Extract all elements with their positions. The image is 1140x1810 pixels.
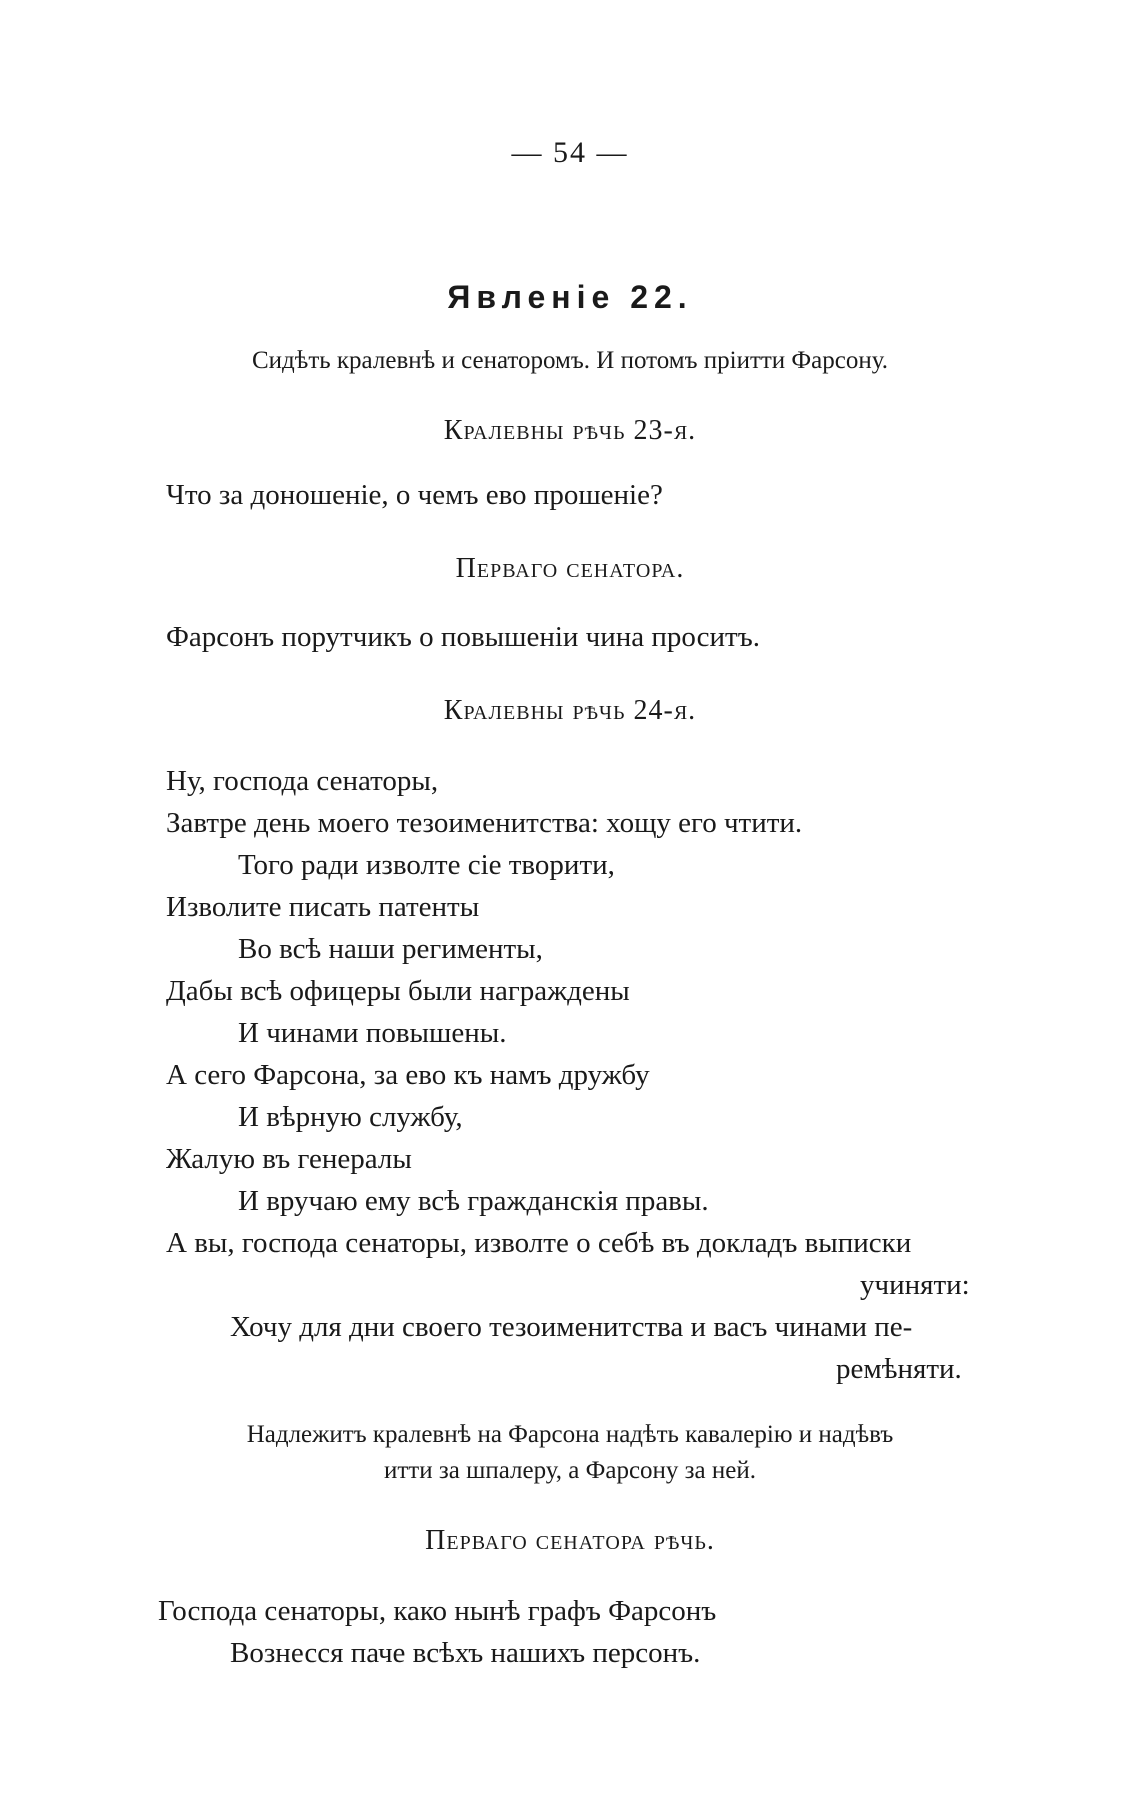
speaker-heading: Перваго сенатора рѣчь.	[425, 1525, 715, 1556]
verse-line: И вручаю ему всѣ гражданскія правы.	[238, 1185, 709, 1217]
stage-direction: Надлежитъ кралевнѣ на Фарсона надѣть кавалерію и надѣвъ	[246, 1421, 894, 1448]
verse-line: И чинами повышены.	[238, 1017, 507, 1049]
verse-line: Вознесся паче всѣхъ нашихъ персонъ.	[230, 1637, 701, 1669]
verse-line: Жалую въ генералы	[166, 1143, 412, 1175]
verse-line: И вѣрную службу,	[238, 1101, 463, 1133]
verse-line: Во всѣ наши регименты,	[238, 933, 543, 965]
speaker-heading: Кралевны рѣчь 23-я.	[443, 415, 697, 446]
verse-line: Дабы всѣ офицеры были награждены	[166, 975, 630, 1007]
verse-line: Хочу для дни своего тезоименитства и васъ чинами пе-	[230, 1311, 913, 1343]
scene-title: Явленіе 22.	[447, 279, 693, 315]
verse-line: Господа сенаторы, како нынѣ графъ Фарсонъ	[158, 1595, 717, 1627]
verse-line: учиняти:	[860, 1269, 970, 1301]
speaker-heading: Кралевны рѣчь 24-я.	[443, 695, 697, 726]
verse-line: А сего Фарсона, за ево къ намъ дружбу	[166, 1059, 650, 1091]
verse-line: Того ради изволте сіе творити,	[238, 849, 615, 881]
verse-line: А вы, господа сенаторы, изволте о себѣ въ докладъ выписки	[166, 1227, 912, 1259]
verse-line: Завтре день моего тезоименитства: хощу его чтити.	[166, 807, 803, 839]
page-number: — 54 —	[511, 136, 629, 169]
verse-line: ремѣняти.	[836, 1353, 962, 1385]
stage-direction: Сидѣть кралевнѣ и сенаторомъ. И потомъ пріитти Фарсону.	[251, 347, 888, 374]
stage-direction: итти за шпалеру, а Фарсону за ней.	[383, 1457, 756, 1484]
speaker-heading: Перваго сенатора.	[455, 553, 685, 584]
speech-line: Что за доношеніе, о чемъ ево прошеніе?	[166, 479, 663, 511]
speech-line: Фарсонъ порутчикъ о повышеніи чина проситъ.	[166, 621, 760, 653]
verse-line: Изволите писать патенты	[166, 891, 480, 923]
verse-line: Ну, господа сенаторы,	[166, 765, 439, 797]
